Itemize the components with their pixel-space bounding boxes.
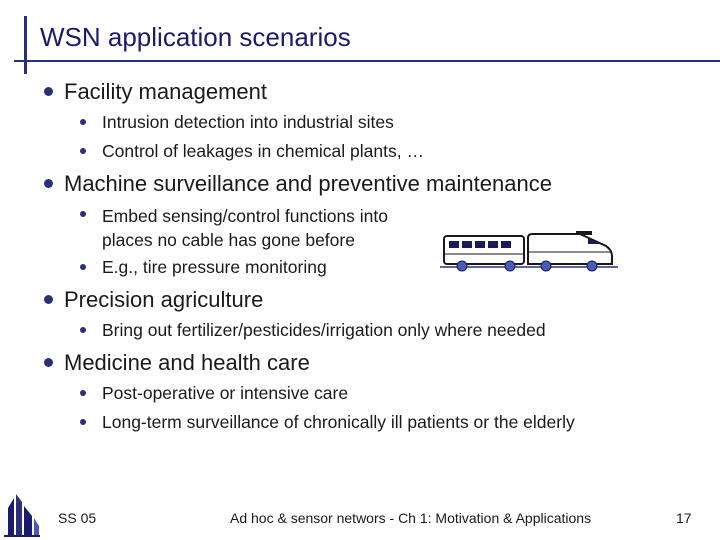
page-number: 17 bbox=[676, 510, 692, 526]
sub-bullet-dot-icon bbox=[80, 148, 86, 154]
sub-bullet-dot-icon bbox=[80, 264, 86, 270]
university-logo-icon bbox=[2, 488, 42, 538]
sub-bullet-text: Bring out fertilizer/pesticides/irrigation only where needed bbox=[102, 320, 546, 340]
footer-course-title: Ad hoc & sensor networs - Ch 1: Motivation & Applications bbox=[230, 510, 592, 526]
sub-bullet-dot-icon bbox=[80, 390, 86, 396]
bullet-dot-icon bbox=[44, 358, 53, 367]
sub-bullet-text: Post-operative or intensive care bbox=[102, 383, 349, 403]
title-vertical-rule bbox=[24, 16, 27, 74]
sub-bullet-text: Control of leakages in chemical plants, … bbox=[102, 141, 424, 161]
bullet-heading: Machine surveillance and preventive maintenance bbox=[64, 171, 552, 196]
sub-bullet-dot-icon bbox=[80, 211, 86, 217]
bullet-dot-icon bbox=[44, 87, 53, 96]
sub-bullet-text: E.g., tire pressure monitoring bbox=[102, 257, 327, 277]
title-horizontal-rule bbox=[14, 60, 720, 62]
sub-bullet-dot-icon bbox=[80, 327, 86, 333]
sub-bullet-dot-icon bbox=[80, 119, 86, 125]
sub-bullet-text: Embed sensing/control functions into places no cable has gone before bbox=[102, 206, 388, 250]
bullet-dot-icon bbox=[44, 295, 53, 304]
bullet-heading: Facility management bbox=[64, 79, 267, 104]
bullet-dot-icon bbox=[44, 179, 53, 188]
train-illustration bbox=[440, 228, 618, 274]
bullet-heading: Medicine and health care bbox=[64, 350, 310, 375]
sub-bullet-dot-icon bbox=[80, 419, 86, 425]
slide-title: WSN application scenarios bbox=[40, 22, 351, 52]
footer-term: SS 05 bbox=[58, 510, 97, 526]
sub-bullet-text: Intrusion detection into industrial sites bbox=[102, 112, 394, 132]
bullet-heading: Precision agriculture bbox=[64, 287, 264, 312]
sub-bullet-text: Long-term surveillance of chronically ill patients or the elderly bbox=[102, 412, 575, 432]
